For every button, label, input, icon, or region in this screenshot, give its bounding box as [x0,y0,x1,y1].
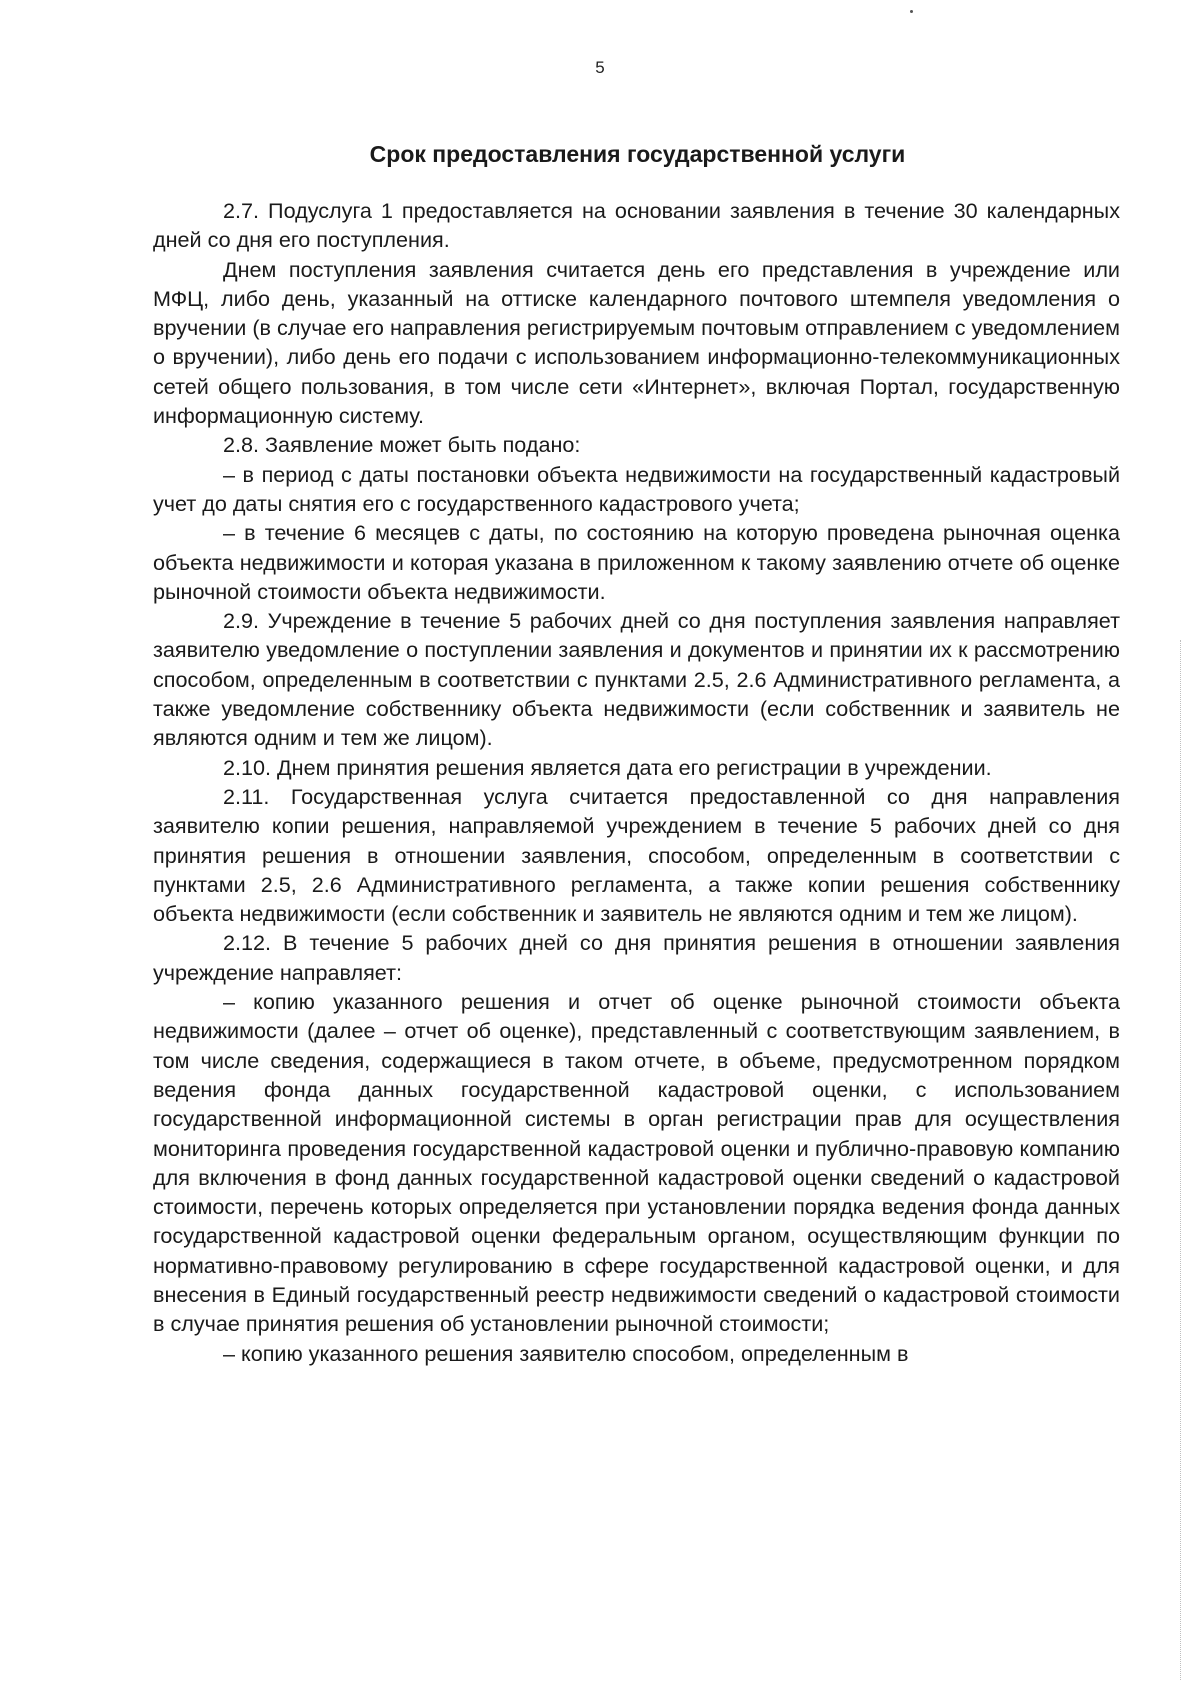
list-item-copy-to-applicant: – копию указанного решения заявителю способом, определенным в [223,1340,909,1366]
document-body [153,196,1120,1368]
section-heading: Срок предоставления государственной услуги [369,141,906,167]
list-item-six-months: – в течение 6 месяцев с даты, по состоянию на которую проведена рыночная оценка объекта недвижимости и которая указана в приложенном к такому заявлению отчете об оценке рыночной стоимости объекта недвижимости. [153,520,1120,604]
list-item-cadastral-period: – в период с даты постановки объекта недвижимости на государственный кадастровый учет до даты снятия его с государственного кадастрового учета; [153,461,1120,516]
paragraph-2-12: 2.12. В течение 5 рабочих дней со дня принятия решения в отношении заявления учреждение направляет: [153,930,1120,985]
list-item-copy-and-report: – копию указанного решения и отчет об оценке рыночной стоимости объекта недвижимости (далее – отчет об оценке), представленный с соответствующим заявлением, в том числе сведения, содержащиеся в таком отчете, в объеме, предусмотренном порядком ведения фонда данных государственной кадастровой оценки, с использованием государственной информационной системы в орган регистрации прав для осуществления мониторинга проведения государственной кадастровой оценки и публично-правовую компанию для включения в фонд данных государственной кадастровой оценки сведений о кадастровой стоимости, перечень которых определяется при установлении порядка ведения фонда данных государственной кадастровой оценки федеральным органом, осуществляющим функции по нормативно-правовому регулированию в сфере государственной кадастровой оценки, и для внесения в Единый государственный реестр недвижимости сведений о кадастровой стоимости в случае принятия решения об установлении рыночной стоимости; [153,989,1120,1337]
scan-edge-marks [1180,640,1185,1680]
scan-speck [910,10,913,13]
paragraph-2-8: 2.8. Заявление может быть подано: [223,432,581,458]
paragraph-2-10: 2.10. Днем принятия решения является дата его регистрации в учреждении. [223,754,992,780]
page-number: 5 [595,58,605,77]
paragraph-submission-day: Днем поступления заявления считается день его представления в учреждение или МФЦ, либо день, указанный на оттиске календарного почтового штемпеля уведомления о вручении (в случае его направления регистрируемым почтовым отправлением с уведомлением о вручении), либо день его подачи с использованием информационно-телекоммуникационных сетей общего пользования, в том числе сети «Интернет», включая Портал, государственную информационную систему. [153,256,1120,429]
paragraph-2-11: 2.11. Государственная услуга считается предоставленной со дня направления заявителю копии решения, направляемой учреждением в течение 5 рабочих дней со дня принятия решения в отношении заявления, способом, определенным в соответствии с пунктами 2.5, 2.6 Административного регламента, а также копии решения собственнику объекта недвижимости (если собственник и заявитель не являются одним и тем же лицом). [153,783,1120,927]
paragraph-2-7: 2.7. Подуслуга 1 предоставляется на основании заявления в течение 30 календарных дней со дня его поступления. [153,198,1120,253]
paragraph-2-9: 2.9. Учреждение в течение 5 рабочих дней со дня поступления заявления направляет заявителю уведомление о поступлении заявления и документов и принятии их к рассмотрению способом, определенным в соответствии с пунктами 2.5, 2.6 Административного регламента, а также уведомление собственнику объекта недвижимости (если собственник и заявитель не являются одним и тем же лицом). [153,608,1120,751]
